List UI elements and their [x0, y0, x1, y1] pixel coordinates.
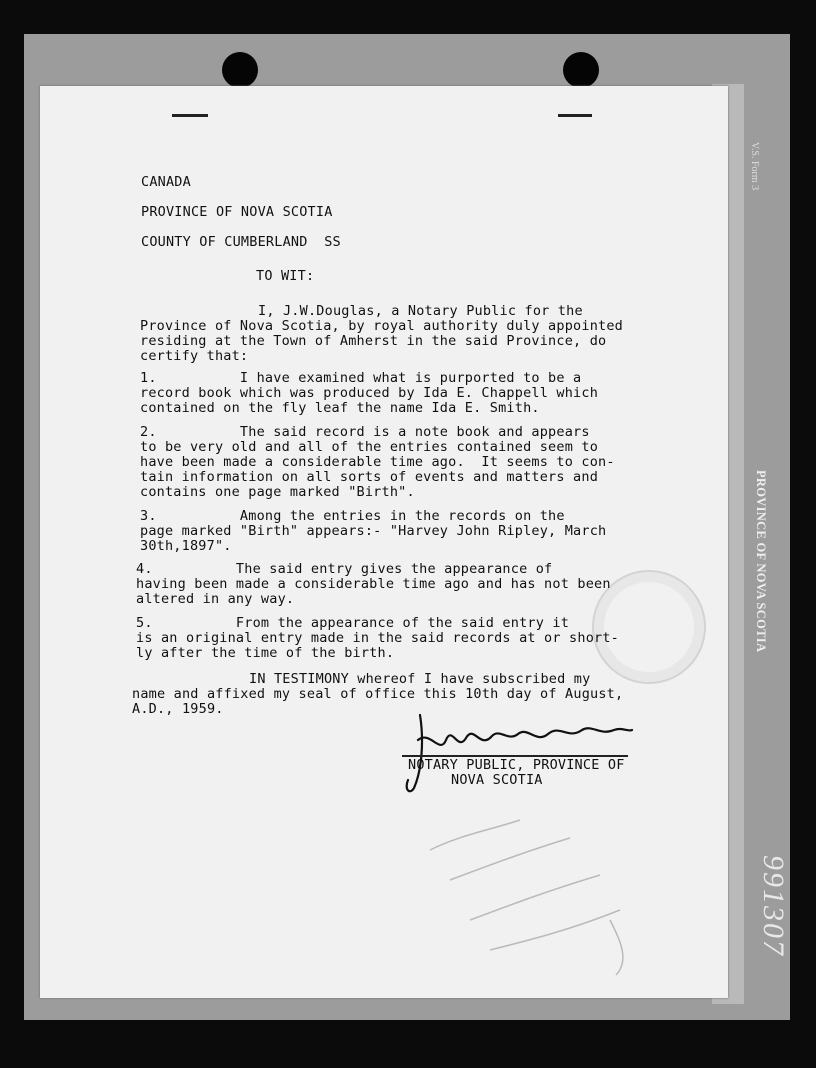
testimony-line: A.D., 1959. — [132, 701, 224, 717]
paragraph-4-line: 4. The said entry gives the appearance of — [136, 561, 553, 577]
paragraph-3-line: page marked "Birth" appears:- "Harvey John Ripley, March — [140, 523, 607, 539]
side-province-title: PROVINCE OF NOVA SCOTIA — [754, 470, 768, 653]
heading-county: COUNTY OF CUMBERLAND SS — [141, 234, 341, 250]
paragraph-2-line: have been made a considerable time ago. It seems to con- — [140, 454, 615, 470]
paragraph-1-line: contained on the fly leaf the name Ida E. Smith. — [140, 400, 540, 416]
notary-title-line: NOVA SCOTIA — [451, 772, 543, 788]
intro-line: certify that: — [140, 348, 249, 364]
paragraph-4-line: altered in any way. — [136, 591, 295, 607]
punch-hole-right — [563, 52, 599, 88]
punch-hole-left — [222, 52, 258, 88]
intro-line: Province of Nova Scotia, by royal authority duly appointed — [140, 318, 624, 334]
file-number: 991307 — [757, 855, 790, 957]
heading-country: CANADA — [141, 174, 191, 190]
paragraph-3-line: 30th,1897". — [140, 538, 232, 554]
paragraph-1-line: 1. I have examined what is purported to be a — [140, 370, 582, 386]
paragraph-2-line: 2. The said record is a note book and appears — [140, 424, 590, 440]
paragraph-3-line: 3. Among the entries in the records on the — [140, 508, 565, 524]
paragraph-2-line: contains one page marked "Birth". — [140, 484, 415, 500]
paragraph-2-line: to be very old and all of the entries contained seem to — [140, 439, 599, 455]
intro-line: residing at the Town of Amherst in the said Province, do — [140, 333, 607, 349]
paragraph-4-line: having been made a considerable time ago and has not been — [136, 576, 611, 592]
intro-line: I, J.W.Douglas, a Notary Public for the — [258, 303, 583, 319]
paragraph-2-line: tain information on all sorts of events and matters and — [140, 469, 599, 485]
to-wit: TO WIT: — [256, 268, 315, 284]
paragraph-1-line: record book which was produced by Ida E. Chappell which — [140, 385, 599, 401]
pencil-annotations — [420, 790, 700, 990]
form-label: V.S. Form 3 — [749, 142, 760, 191]
notary-title-line: NOTARY PUBLIC, PROVINCE OF — [408, 757, 625, 773]
fastener-right — [558, 114, 592, 117]
paragraph-5-line: 5. From the appearance of the said entry it — [136, 615, 570, 631]
notary-seal-embossed — [592, 570, 706, 684]
paragraph-5-line: ly after the time of the birth. — [136, 645, 395, 661]
testimony-line: IN TESTIMONY whereof I have subscribed my — [249, 671, 591, 687]
paragraph-5-line: is an original entry made in the said records at or short- — [136, 630, 620, 646]
fastener-left — [172, 114, 208, 117]
heading-province: PROVINCE OF NOVA SCOTIA — [141, 204, 333, 220]
testimony-line: name and affixed my seal of office this 10th day of August, — [132, 686, 624, 702]
